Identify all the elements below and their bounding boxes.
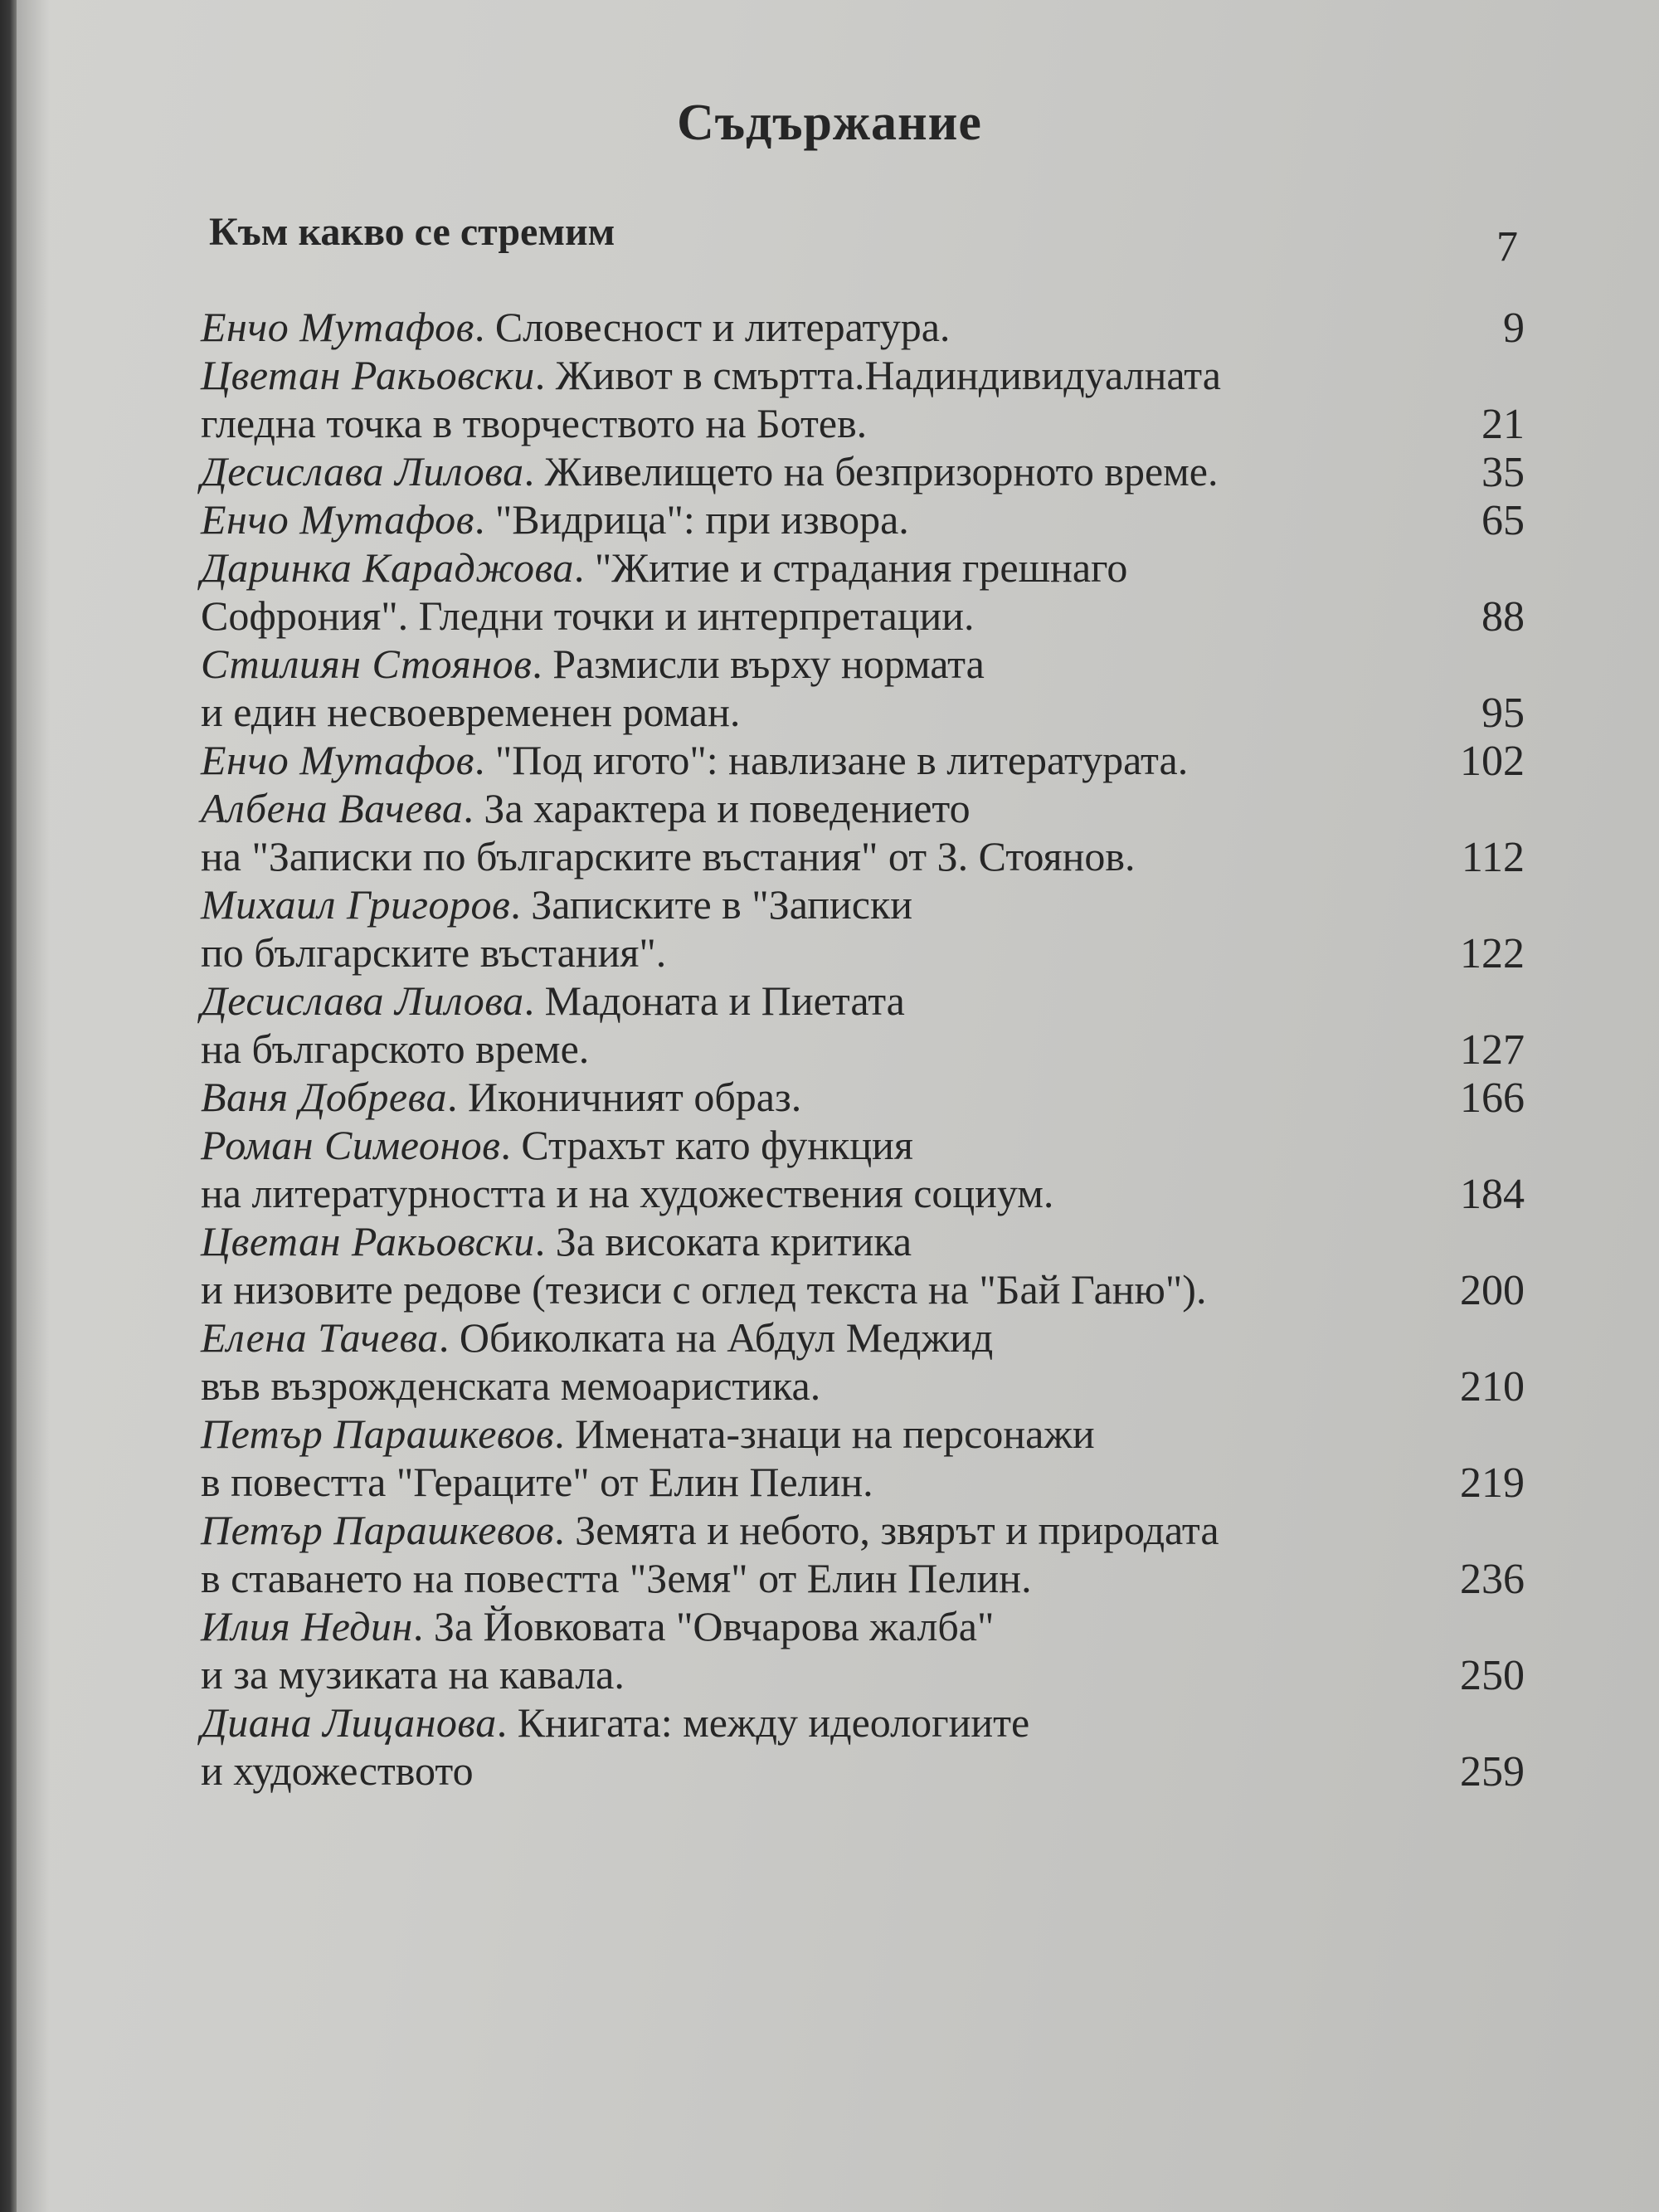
toc-entry [201, 1698, 1525, 1795]
toc-entry-line: Петър Парашкевов. Имената-знаци на персонажи [201, 1411, 1095, 1457]
entry-title: на българското време. [201, 1026, 590, 1072]
toc-entry [201, 447, 1525, 495]
toc-entry-line [201, 688, 1400, 736]
toc-entry-line: Ваня Добрева. Иконичният образ. [201, 1074, 802, 1120]
toc-entry-line [201, 1025, 1400, 1073]
toc-entry [201, 880, 1525, 977]
entry-page-number: 166 [1460, 1074, 1525, 1122]
entry-title: Мадоната и Пиетата [544, 977, 905, 1024]
entry-title: и един несвоевременен роман. [201, 689, 741, 735]
entry-title: Имената-знаци на персонажи [575, 1411, 1095, 1457]
entry-title: Страхът като функция [521, 1122, 913, 1168]
entry-page-number: 112 [1461, 834, 1525, 881]
entry-title: Живелището на безпризорното време. [544, 448, 1219, 495]
toc-entry-line [201, 1265, 1400, 1313]
intro-title: Към какво се стремим [209, 210, 615, 254]
entry-author: Цветан Ракьовски [201, 352, 535, 398]
toc-entry-line: Елена Тачева. Обиколката на Абдул Меджид [201, 1314, 994, 1361]
toc-entry [201, 543, 1525, 640]
table-of-contents [201, 303, 1525, 1795]
entry-author: Петър Парашкевов [201, 1411, 555, 1457]
entry-title: Иконичният образ. [467, 1074, 802, 1120]
entry-title: и художеството [201, 1747, 474, 1794]
toc-entry-line: Албена Вачева. За характера и поведението [201, 785, 971, 831]
entry-title: Обиколката на Абдул Меджид [459, 1314, 994, 1361]
entry-title: Земята и небото, звярът и природата [575, 1507, 1219, 1553]
toc-entry-line [201, 1747, 1400, 1795]
entry-author: Енчо Мутафов [201, 496, 474, 543]
entry-title: и низовите редове (тезиси с оглед текста на "Бай Ганю"). [201, 1266, 1207, 1313]
toc-entry [201, 1121, 1525, 1217]
entry-page-number: 250 [1460, 1652, 1525, 1699]
entry-title: "Видрица": при извора. [494, 496, 909, 543]
toc-entry-line: Даринка Караджова. "Житие и страдания грешнаго [201, 544, 1128, 591]
toc-entry-line [201, 832, 1400, 880]
entry-title: на литературността и на художествения социум. [201, 1170, 1054, 1216]
entry-author: Петър Парашкевов [201, 1507, 555, 1553]
toc-entry [201, 736, 1525, 784]
toc-entry [201, 1602, 1525, 1698]
entry-author: Ваня Добрева [201, 1074, 447, 1120]
toc-entry [201, 495, 1525, 543]
entry-title: Размисли върху нормата [552, 641, 985, 687]
toc-entry-line: Стилиян Стоянов. Размисли върху нормата [201, 641, 985, 687]
entry-author: Енчо Мутафов [201, 737, 474, 783]
entry-title: За високата критика [555, 1218, 912, 1264]
entry-title: "Под игото": навлизане в литературата. [494, 737, 1189, 783]
toc-entry-line [201, 399, 1400, 447]
book-binding-edge [0, 0, 17, 2212]
toc-entry-line: Цветан Ракьовски. Живот в смъртта.Надиндивидуалната [201, 352, 1221, 398]
toc-entry [201, 1073, 1525, 1121]
toc-entry [201, 1313, 1525, 1410]
toc-entry [201, 303, 1525, 351]
toc-entry-line: Михаил Григоров. Записките в "Записки [201, 881, 912, 928]
entry-page-number: 21 [1481, 401, 1525, 448]
entry-title: в ставането на повестта "Земя" от Елин Пелин. [201, 1555, 1032, 1601]
page-title: Съдържание [677, 95, 982, 151]
entry-author: Десислава Лилова [201, 448, 524, 495]
entry-title: За Йовковата "Овчарова жалба" [433, 1603, 995, 1649]
toc-entry [201, 1410, 1525, 1506]
entry-page-number: 236 [1460, 1556, 1525, 1603]
toc-entry-line: Енчо Мутафов. Словесност и литература. [201, 304, 951, 350]
toc-entry-line: Илия Недин. За Йовковата "Овчарова жалба" [201, 1603, 995, 1649]
toc-entry [201, 1217, 1525, 1313]
entry-page-number: 88 [1481, 593, 1525, 641]
entry-author: Михаил Григоров [201, 881, 511, 928]
toc-entry-line [201, 928, 1400, 977]
entry-page-number: 35 [1481, 449, 1525, 496]
entry-author: Енчо Мутафов [201, 304, 474, 350]
intro-page-number: 7 [1496, 223, 1518, 270]
toc-entry-line [201, 592, 1400, 640]
toc-entry-line: Десислава Лилова. Мадоната и Пиетата [201, 977, 905, 1024]
entry-title: За характера и поведението [484, 785, 971, 831]
entry-author: Албена Вачева [201, 785, 464, 831]
toc-entry-line: Цветан Ракьовски. За високата критика [201, 1218, 912, 1264]
entry-author: Роман Симеонов [201, 1122, 501, 1168]
toc-entry-line [201, 1169, 1400, 1217]
toc-entry-line: Енчо Мутафов. "Под игото": навлизане в литературата. [201, 737, 1189, 783]
toc-entry [201, 1506, 1525, 1602]
toc-entry-line [201, 1650, 1400, 1698]
entry-author: Десислава Лилова [201, 977, 524, 1024]
entry-author: Цветан Ракьовски [201, 1218, 535, 1264]
toc-entry-line: Петър Парашкевов. Земята и небото, звярът и природата [201, 1507, 1219, 1553]
entry-author: Стилиян Стоянов [201, 641, 533, 687]
entry-title: Словесност и литература. [494, 304, 951, 350]
entry-page-number: 184 [1460, 1171, 1525, 1218]
entry-title: Софрония". Гледни точки и интерпретации. [201, 592, 975, 639]
entry-title: по българските въстания". [201, 929, 667, 976]
toc-entry-line [201, 1554, 1400, 1602]
entry-page-number: 219 [1460, 1459, 1525, 1507]
toc-entry [201, 351, 1525, 447]
entry-title: Живот в смъртта.Надиндивидуалната [555, 352, 1221, 398]
entry-title: гледна точка в творчеството на Ботев. [201, 400, 868, 446]
toc-entry [201, 784, 1525, 880]
entry-page-number: 210 [1460, 1363, 1525, 1411]
entry-author: Даринка Караджова [201, 544, 574, 591]
entry-author: Диана Лицанова [201, 1699, 497, 1746]
entry-page-number: 259 [1460, 1748, 1525, 1795]
entry-page-number: 200 [1460, 1267, 1525, 1314]
entry-title: Записките в "Записки [531, 881, 912, 928]
entry-page-number: 9 [1503, 305, 1525, 352]
toc-entry-line: Десислава Лилова. Живелището на безпризорното време. [201, 448, 1219, 495]
entry-page-number: 65 [1481, 497, 1525, 544]
entry-page-number: 95 [1481, 689, 1525, 737]
entry-page-number: 102 [1460, 738, 1525, 785]
entry-title: на "Записки по българските въстания" от З. Стоянов. [201, 833, 1136, 879]
toc-entry [201, 977, 1525, 1073]
entry-page-number: 127 [1460, 1026, 1525, 1074]
entry-title: Книгата: между идеологиите [517, 1699, 1030, 1746]
toc-entry-line: Роман Симеонов. Страхът като функция [201, 1122, 913, 1168]
entry-title: "Житие и страдания грешнаго [594, 544, 1128, 591]
toc-entry-line: Енчо Мутафов. "Видрица": при извора. [201, 496, 909, 543]
entry-title: и за музиката на кавала. [201, 1651, 625, 1698]
toc-entry [201, 640, 1525, 736]
entry-title: във възрожденската мемоаристика. [201, 1362, 821, 1409]
toc-entry-line [201, 1458, 1400, 1506]
entry-page-number: 122 [1460, 930, 1525, 977]
toc-entry-line: Диана Лицанова. Книгата: между идеологиите [201, 1699, 1030, 1746]
entry-author: Илия Недин [201, 1603, 413, 1649]
entry-title: в повестта "Гераците" от Елин Пелин. [201, 1459, 873, 1505]
toc-entry-line [201, 1362, 1400, 1410]
entry-author: Елена Тачева [201, 1314, 439, 1361]
binding-shadow [17, 0, 50, 2212]
